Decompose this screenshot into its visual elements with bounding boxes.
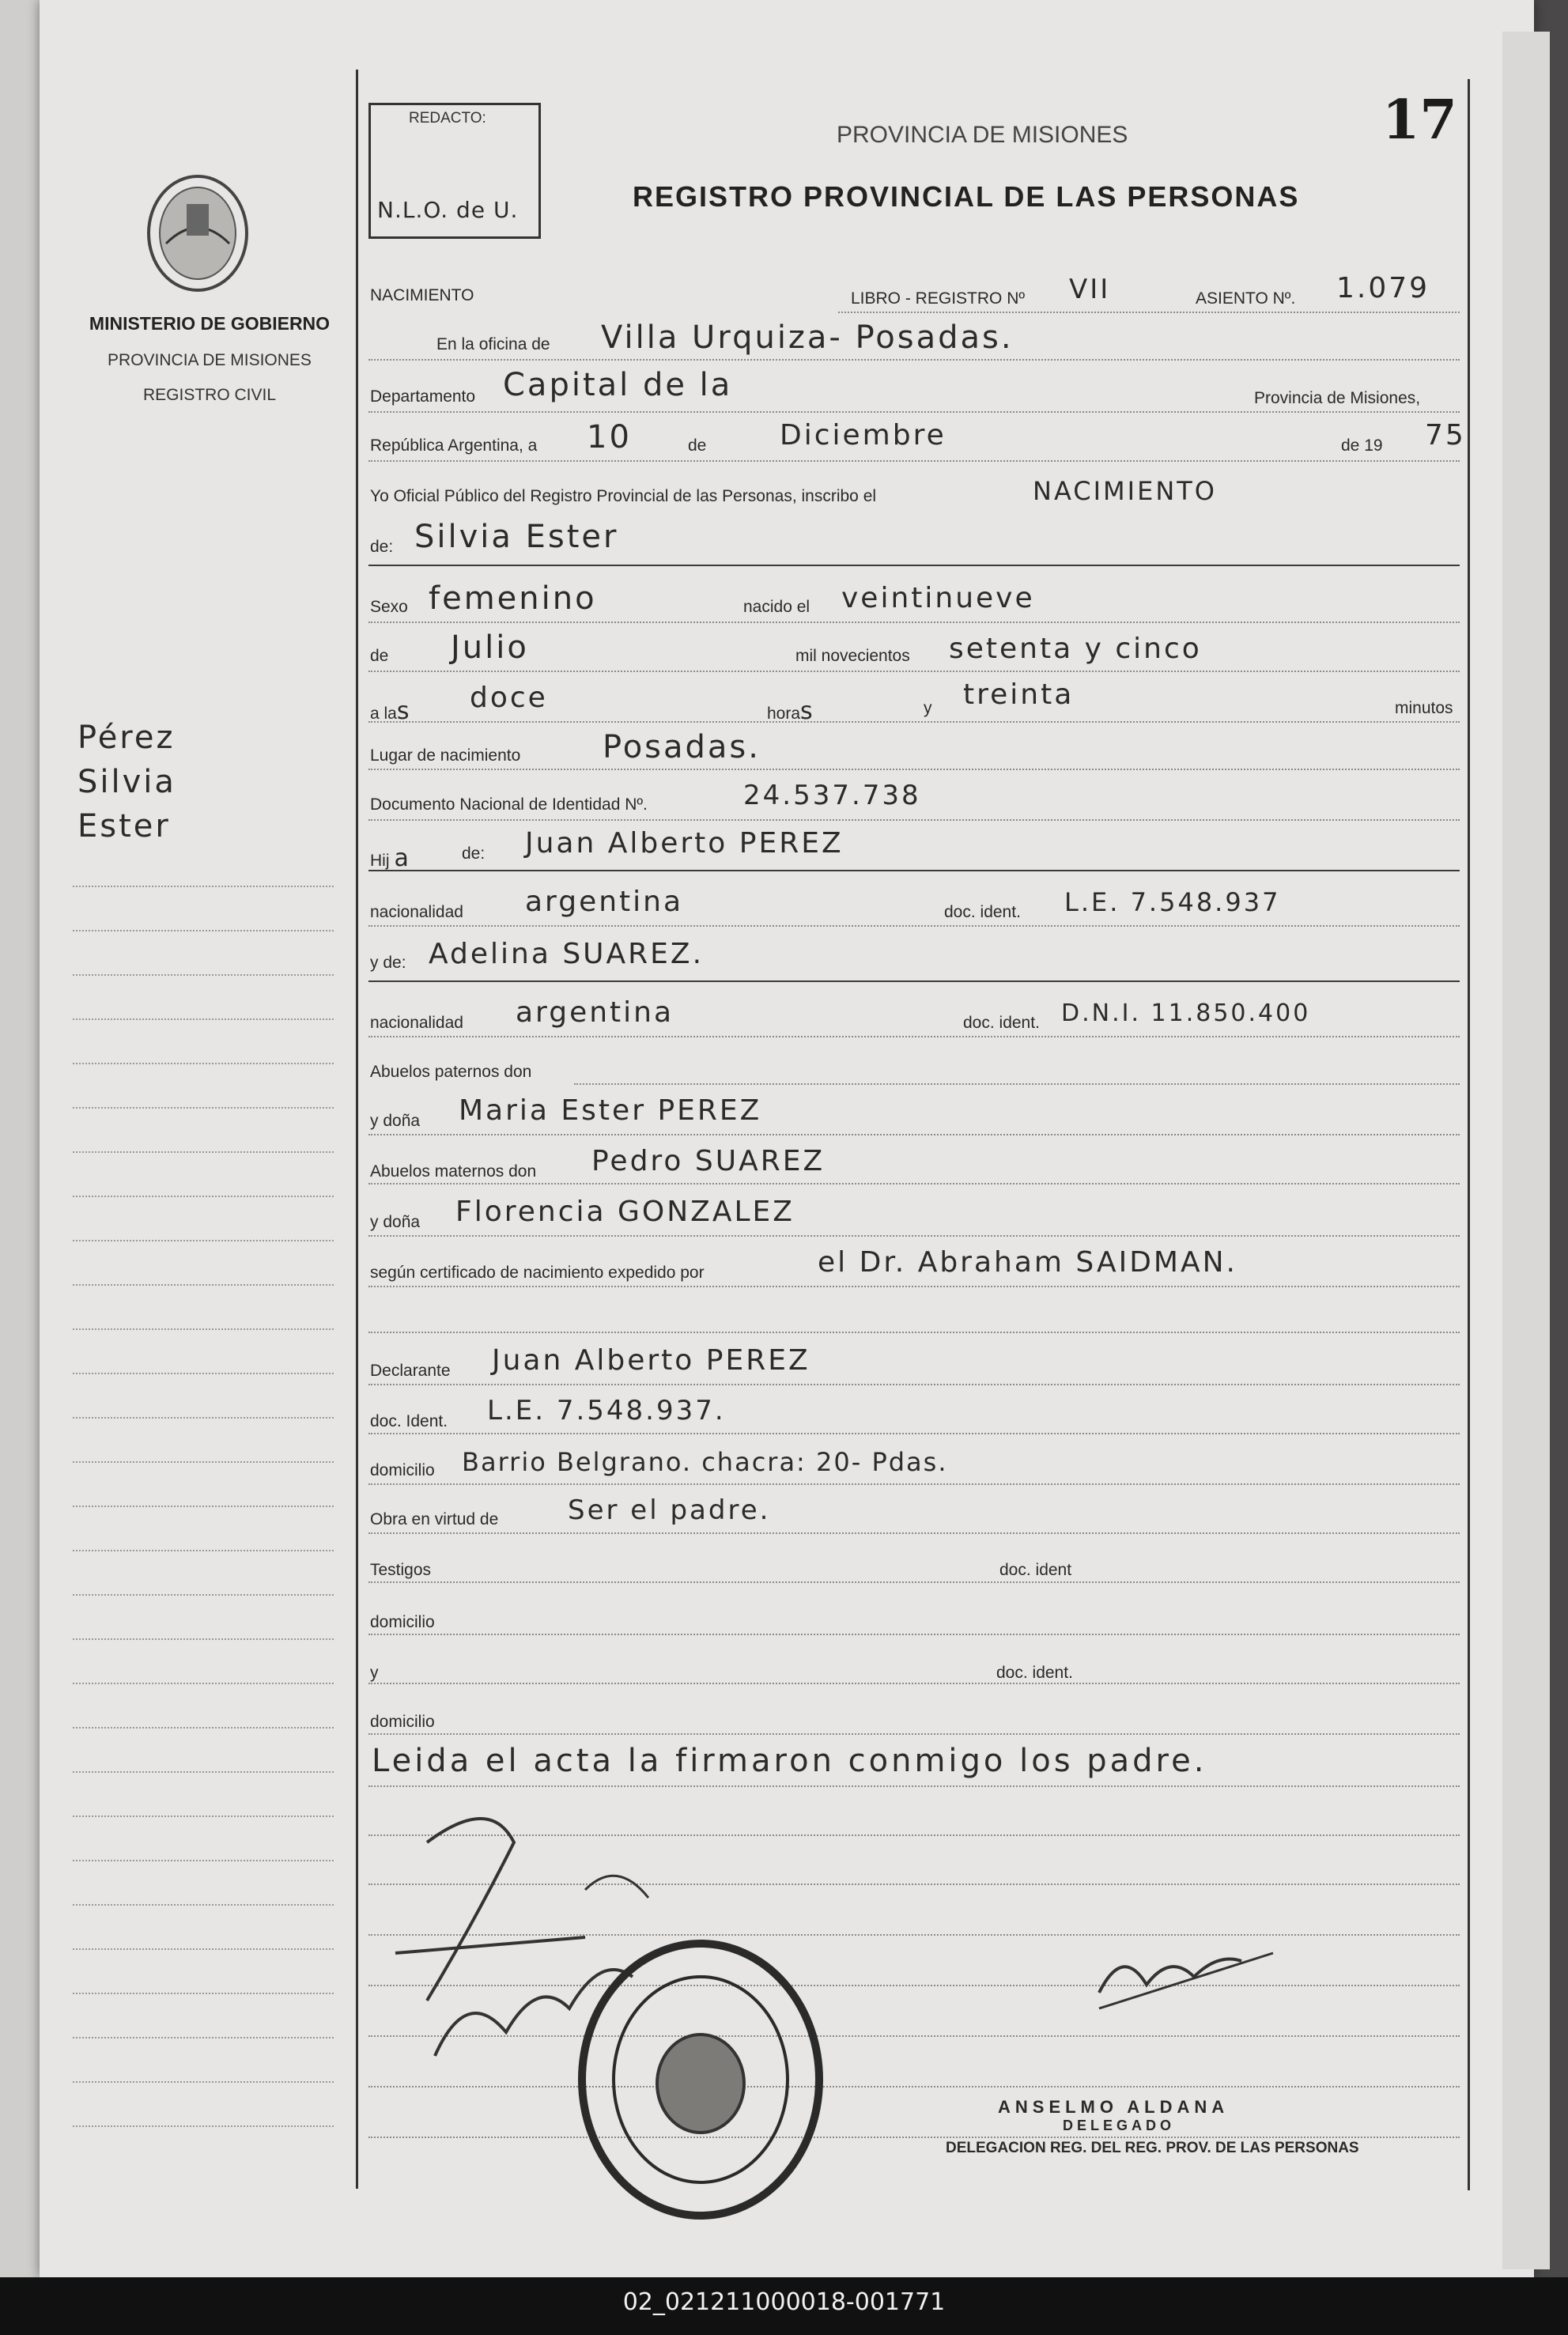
mil-value: setenta y cinco [949, 633, 1202, 665]
departamento-label: Departamento [370, 387, 476, 406]
doc-ident2-label: doc. ident. [963, 1014, 1040, 1032]
oficina-label: En la oficina de [436, 335, 550, 353]
horas-label: horas [767, 697, 813, 725]
anio-value: 75 [1425, 419, 1466, 452]
ministry-registry: REGISTRO CIVIL [142, 386, 277, 404]
ministry-title: MINISTERIO DE GOBIERNO [89, 313, 331, 334]
nac-madre-value: argentina [516, 996, 674, 1029]
official-stamp-icon [574, 1937, 827, 2222]
mil-label: mil novecientos [795, 647, 910, 665]
de2-label: de: [370, 538, 394, 556]
nota-value: Leida el acta la firmaron conmigo los padre. [372, 1743, 1207, 1779]
oficial-value: NACIMIENTO [1033, 476, 1217, 506]
libro-value: VII [1069, 274, 1111, 305]
nacimiento-label: NACIMIENTO [370, 286, 474, 304]
de19-label: de 19 [1341, 436, 1383, 455]
doc-madre-value: D.N.I. 11.850.400 [1061, 999, 1311, 1027]
redacto-value: N.L.O. de U. [377, 197, 519, 223]
obra-label: Obra en virtud de [370, 1510, 499, 1528]
madre-value: Adelina SUAREZ. [429, 938, 705, 970]
de4-label: de: [462, 844, 486, 863]
mes-value: Diciembre [780, 419, 946, 452]
hora-value: doce [470, 682, 548, 714]
doc-ident5-label: doc. ident. [996, 1664, 1073, 1682]
oficina-value: Villa Urquiza- Posadas. [601, 319, 1014, 356]
official-signature-icon [1091, 1929, 1281, 2024]
mes-nac-value: Julio [451, 629, 529, 666]
abuela-pat-value: Maria Ester PEREZ [459, 1094, 762, 1127]
padre-value: Juan Alberto PEREZ [525, 827, 844, 860]
obra-value: Ser el padre. [568, 1494, 771, 1526]
yde-label: y de: [370, 954, 406, 972]
nac2-label: nacionalidad [370, 1014, 463, 1032]
oficial-text: Yo Oficial Público del Registro Provincial de las Personas, inscribo el [370, 487, 877, 505]
page-number: 17 [1382, 89, 1457, 152]
asiento-label: ASIENTO Nº. [1196, 289, 1296, 308]
image-caption: 02_021211000018-001771 [622, 2288, 946, 2316]
y2-label: y [370, 1664, 379, 1682]
sexo-label: Sexo [370, 598, 408, 616]
sexo-value: femenino [429, 580, 597, 617]
de3-label: de [370, 647, 389, 665]
abuelo-mat-value: Pedro SUAREZ [591, 1145, 826, 1177]
domicilio2-label: domicilio [370, 1613, 435, 1631]
departamento-value: Capital de la [503, 367, 733, 403]
hij-label: Hij a [370, 844, 409, 872]
redacto-box [368, 103, 541, 239]
margin-surname: Pérez [77, 720, 176, 756]
official-role: DELEGADO [1063, 2118, 1176, 2133]
certificado-label: según certificado de nacimiento expedido por [370, 1264, 705, 1282]
page-right-edge [1502, 32, 1550, 2269]
domicilio-value: Barrio Belgrano. chacra: 20- Pdas. [462, 1447, 948, 1477]
official-name: ANSELMO ALDANA [998, 2097, 1230, 2117]
lugar-value: Posadas. [603, 729, 761, 765]
certificado-value: el Dr. Abraham SAIDMAN. [818, 1246, 1237, 1279]
caption-bar [0, 2277, 1568, 2335]
testigos-label: Testigos [370, 1561, 432, 1579]
provincia-label: Provincia de Misiones, [1254, 389, 1421, 407]
abuelos-mat-label: Abuelos maternos don [370, 1162, 537, 1181]
nacido-label: nacido el [743, 598, 810, 616]
dni-value: 24.537.738 [743, 780, 921, 811]
nacido-value: veintinueve [841, 582, 1035, 614]
min-value: treinta [963, 678, 1075, 711]
doc-ident-label: doc. ident. [944, 903, 1021, 921]
form-left-border [356, 70, 358, 2189]
redacto-label: REDACTO: [409, 110, 486, 127]
doc-padre-value: L.E. 7.548.937 [1064, 887, 1281, 917]
nombre-value: Silvia Ester [414, 519, 619, 555]
ministry-province: PROVINCIA DE MISIONES [108, 351, 312, 369]
libro-label: LIBRO - REGISTRO Nº [851, 289, 1026, 308]
ydona2-label: y doña [370, 1213, 421, 1231]
abuelos-pat-label: Abuelos paternos don [370, 1063, 532, 1081]
doc-ident3-label: doc. Ident. [370, 1412, 448, 1430]
declarante-value: Juan Alberto PEREZ [492, 1344, 810, 1377]
registry-title: REGISTRO PROVINCIAL DE LAS PERSONAS [633, 180, 1300, 213]
dni-label: Documento Nacional de Identidad Nº. [370, 795, 648, 814]
declarante-label: Declarante [370, 1362, 451, 1380]
ydona-label: y doña [370, 1112, 421, 1130]
lugar-label: Lugar de nacimiento [370, 746, 521, 765]
nac-label: nacionalidad [370, 903, 463, 921]
dia-value: 10 [587, 419, 632, 455]
minutos-label: minutos [1395, 699, 1453, 717]
de-label: de [688, 436, 707, 455]
doc-declarante-value: L.E. 7.548.937. [487, 1395, 726, 1426]
nac-padre-value: argentina [525, 886, 684, 918]
y-label: y [924, 699, 932, 717]
margin-name-1: Silvia [77, 764, 176, 800]
official-office: DELEGACION REG. DEL REG. PROV. DE LAS PERSONAS [946, 2140, 1359, 2156]
province-heading: PROVINCIA DE MISIONES [837, 122, 1128, 148]
alas-label: a las [370, 697, 410, 725]
abuela-mat-value: Florencia GONZALEZ [455, 1196, 795, 1228]
republica-label: República Argentina, a [370, 436, 538, 455]
domicilio-label: domicilio [370, 1461, 435, 1479]
margin-name-2: Ester [77, 808, 171, 844]
form-right-border [1468, 79, 1470, 2190]
domicilio3-label: domicilio [370, 1713, 435, 1731]
doc-ident4-label: doc. ident [999, 1561, 1072, 1579]
coat-of-arms-icon [142, 172, 253, 294]
asiento-value: 1.079 [1336, 272, 1430, 304]
